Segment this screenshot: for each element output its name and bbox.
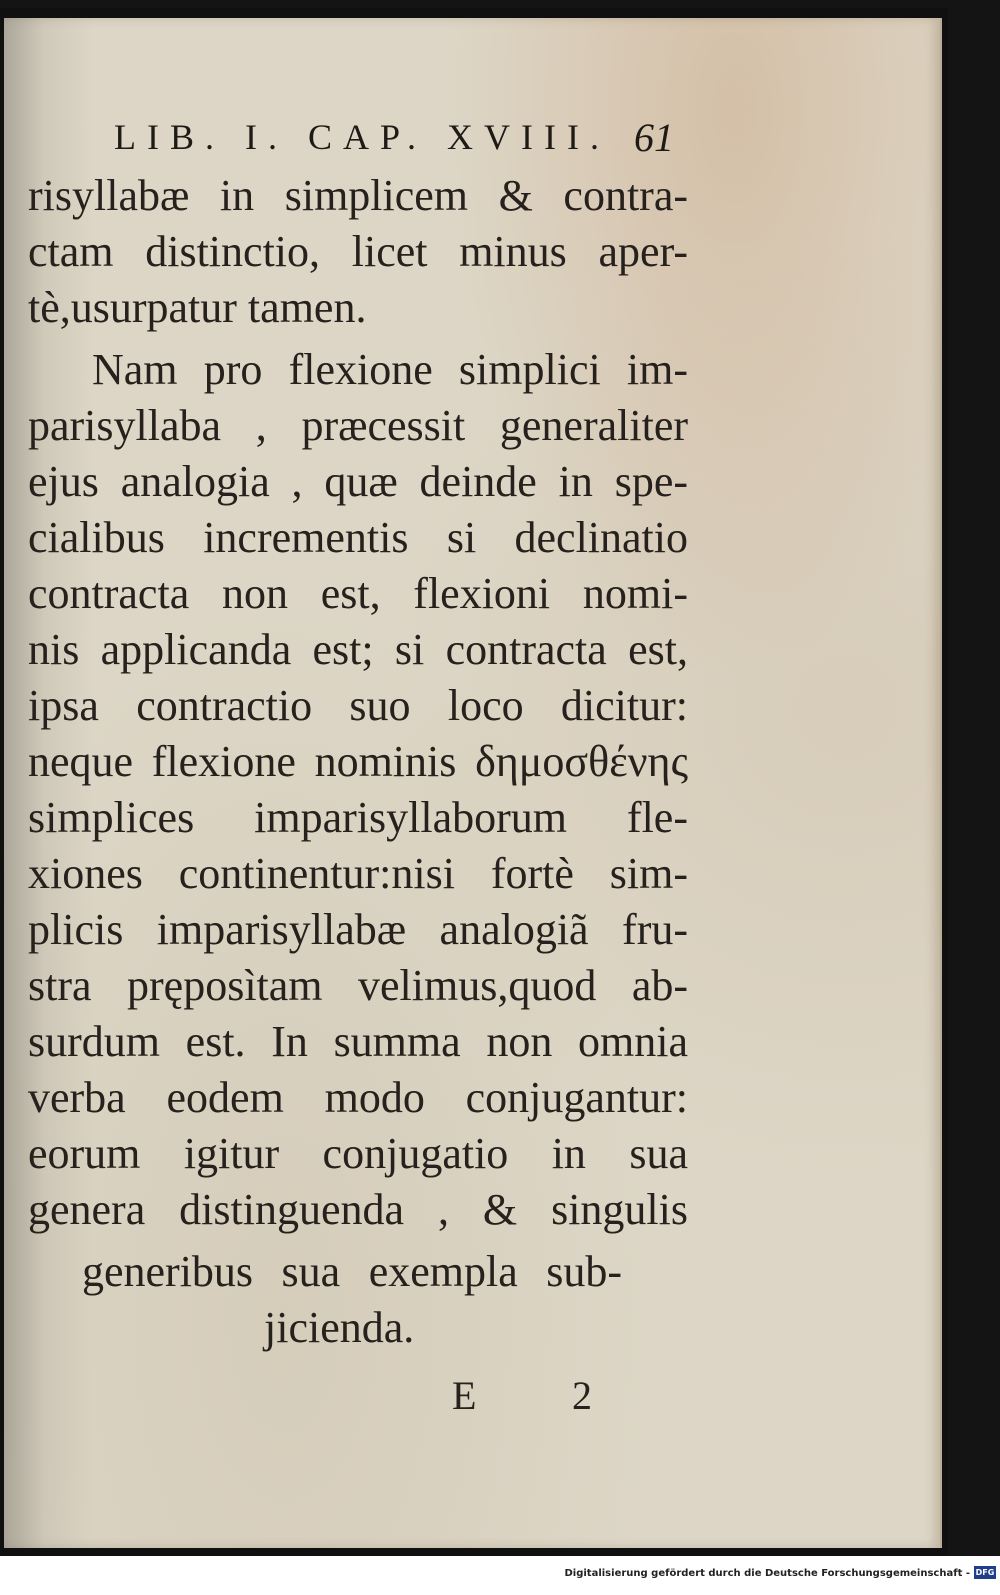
text-line: parisyllaba , præcessit generaliter — [28, 401, 688, 450]
text-line: risyllabæ in simplicem & contra- — [28, 171, 688, 220]
text-line: stra pręposìtam velimus,quod ab- — [28, 961, 688, 1010]
text-line: simplices imparisyllaborum fle- — [28, 793, 688, 842]
footer-bar — [0, 1556, 1000, 1595]
book-page — [4, 18, 942, 1548]
text-line: plicis imparisyllabæ analogiã fru- — [28, 905, 688, 954]
text-line: neque flexione nominis δημοσθένης — [28, 737, 688, 786]
dfg-logo-icon: DFG — [975, 1568, 995, 1577]
text-line: generibus sua exempla sub- — [82, 1247, 622, 1296]
page-number: 61 — [634, 115, 674, 160]
text-line: contracta non est, flexioni nomi- — [28, 569, 688, 618]
scan-frame — [0, 8, 948, 1556]
text-line: tè,usurpatur tamen. — [28, 283, 367, 332]
text-line: eorum igitur conjugatio in sua — [28, 1129, 688, 1178]
signature-number: 2 — [572, 1373, 592, 1418]
running-head: LIB. I. CAP. XVIII. — [114, 117, 610, 157]
text-line: verba eodem modo conjugantur: — [28, 1073, 688, 1122]
text-line: surdum est. In summa non omnia — [28, 1017, 688, 1066]
text-line: jicienda. — [264, 1303, 415, 1352]
text-line: genera distinguenda , & singulis — [28, 1185, 688, 1234]
text-line: xiones continentur:nisi fortè sim- — [28, 849, 688, 898]
signature-mark — [452, 1372, 592, 1419]
text-line: nis applicanda est; si contracta est, — [28, 625, 688, 674]
signature-letter: E — [452, 1373, 477, 1418]
footer-credit: Digitalisierung gefördert durch die Deutsche Forschungsgemeinschaft - — [564, 1568, 970, 1579]
text-line: ctam distinctio, licet minus aper- — [28, 227, 688, 276]
text-line: Nam pro flexione simplici im- — [92, 345, 688, 394]
text-line: ipsa contractio suo loco dicitur: — [28, 681, 688, 730]
text-line: ejus analogia , quæ deinde in spe- — [28, 457, 688, 506]
text-line: cialibus incrementis si declinatio — [28, 513, 688, 562]
